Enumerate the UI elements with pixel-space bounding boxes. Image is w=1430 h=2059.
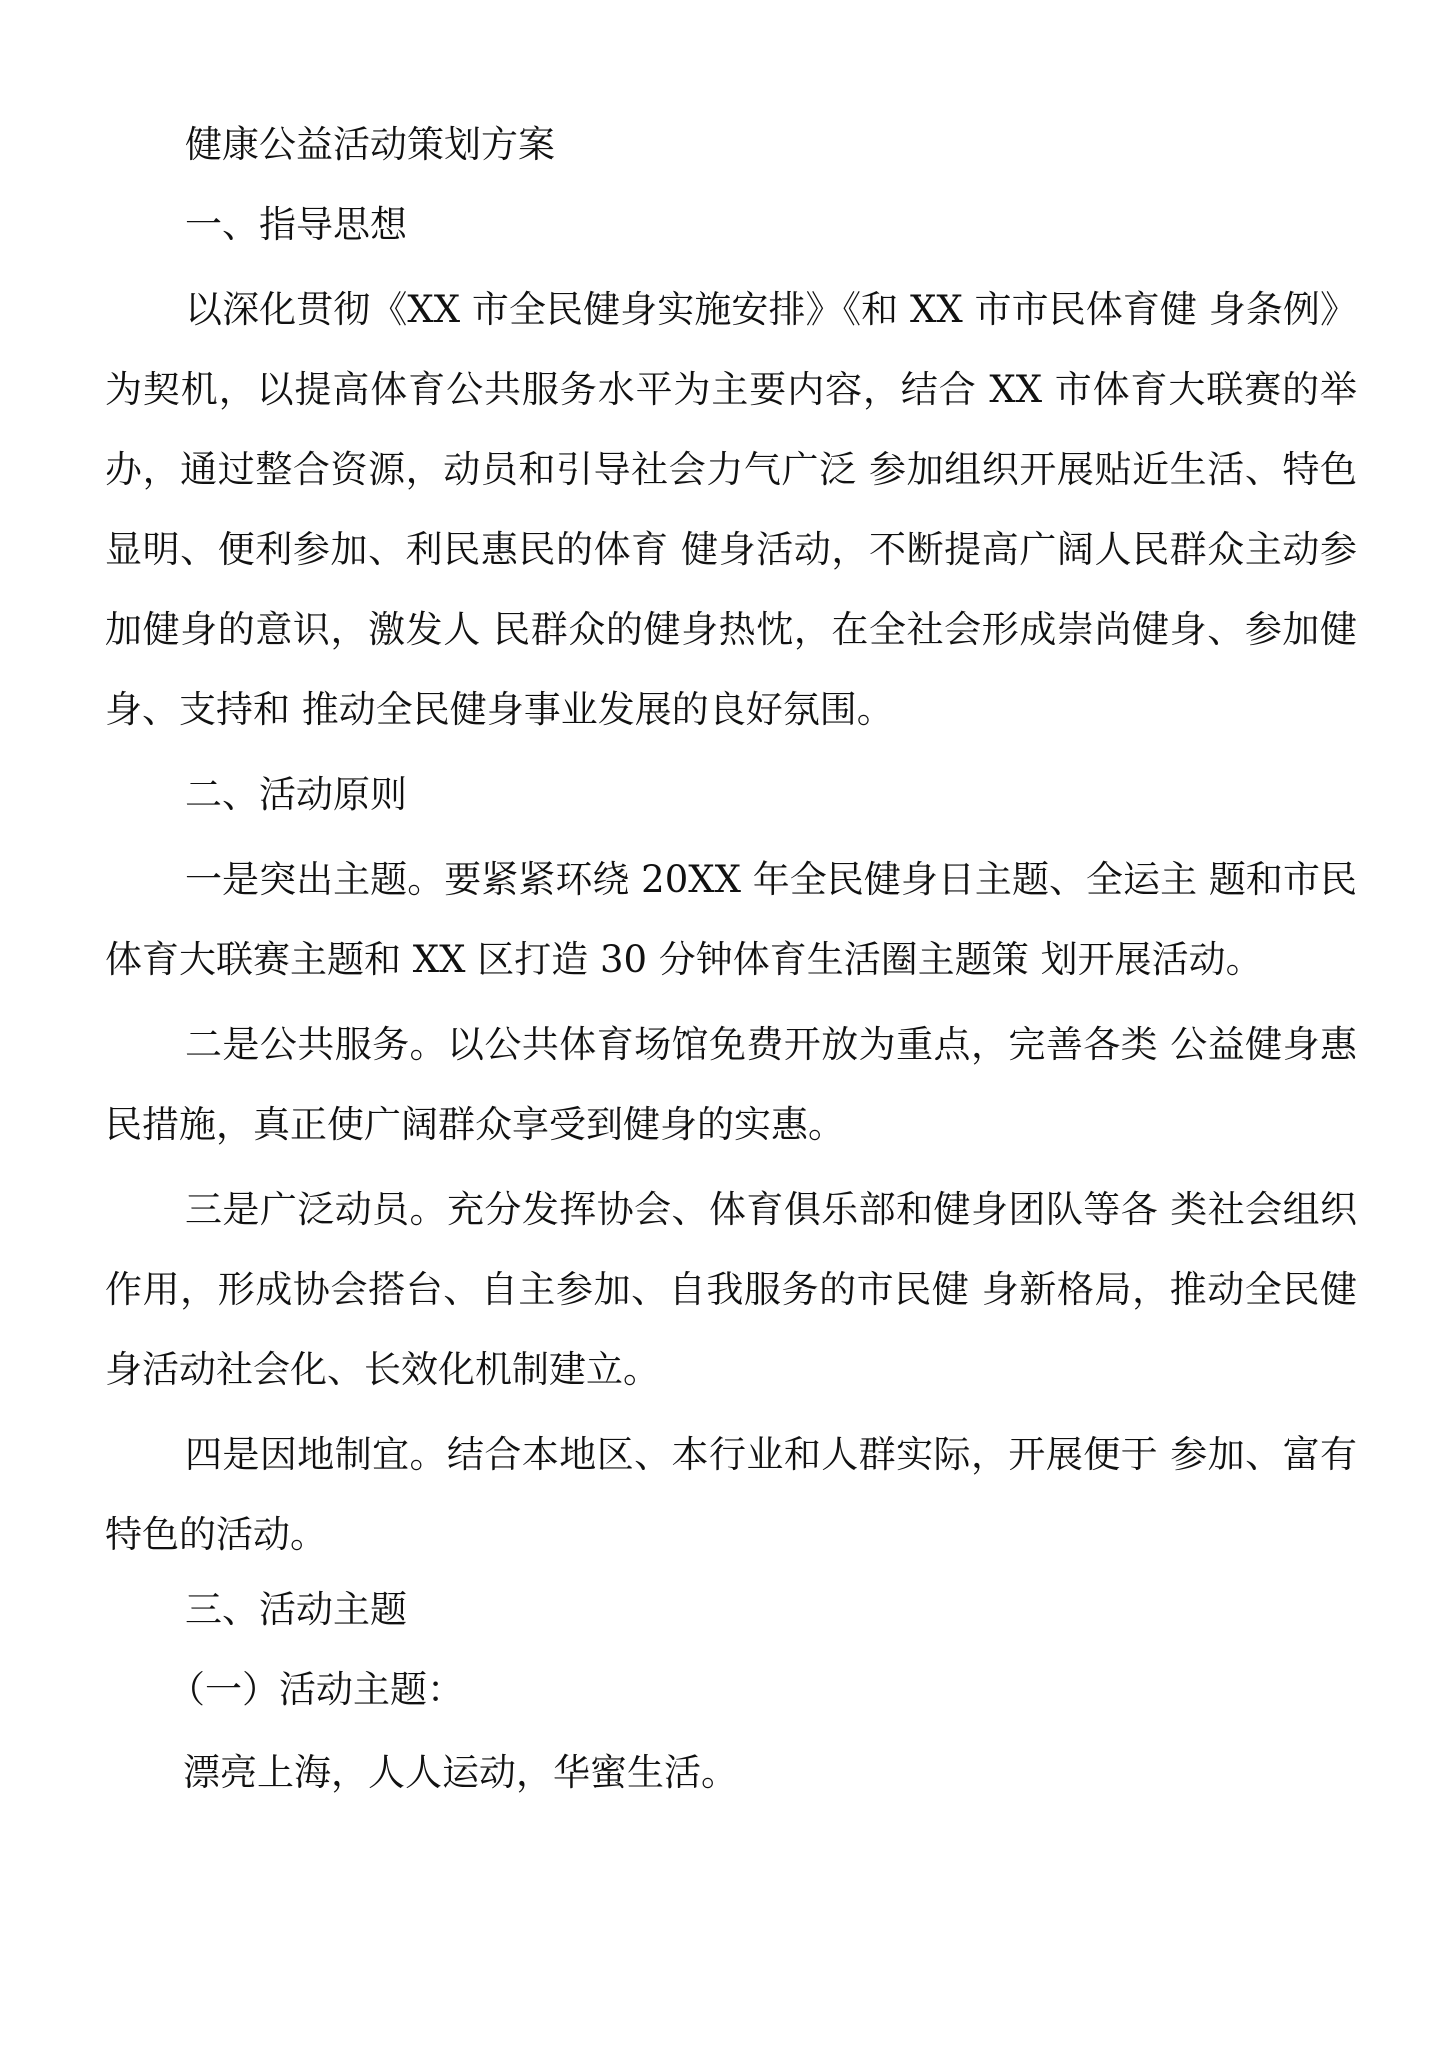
activity-slogan: 漂亮上海，人人运动，华蜜生活。 xyxy=(183,1751,738,1794)
paragraph-principle-public-service: 二是公共服务。以公共体育场馆免费开放为重点，完善各类 公益健身惠民措施，真正使广阔群众享受到健身的实惠。 xyxy=(105,1023,1357,1146)
paragraph-principle-theme: 一是突出主题。要紧紧环绕 20XX 年全民健身日主题、全运主 题和市民体育大联赛主题和 XX 区打造 30 分钟体育生活圈主题策 划开展活动。 xyxy=(105,858,1357,981)
paragraph-principle-local-conditions: 四是因地制宜。结合本地区、本行业和人群实际，开展便于 参加、富有特色的活动。 xyxy=(105,1433,1357,1556)
section-heading-guiding-ideology: 一、指导思想 xyxy=(185,203,407,246)
subheading-activity-theme: （一）活动主题： xyxy=(168,1668,464,1711)
paragraph-guiding-ideology: 以深化贯彻《XX 市全民健身实施安排》《和 XX 市市民体育健 身条例》为契机，以提高体育公共服务水平为主要内容，结合 XX 市体育大联赛的举办，通过整合资源，动员和引导社会力气广泛 参加组织开展贴近生活、特色显明、便利参加、利民惠民的体育 健身活动，不断提高广阔人民群众主动参加健身的意识，激发人 民群众的健身热忱，在全社会形成崇尚健身、参加健身、支持和 推动全民健身事业发展的良好氛围。 xyxy=(105,288,1357,731)
document-title: 健康公益活动策划方案 xyxy=(185,123,555,166)
section-heading-principles: 二、活动原则 xyxy=(185,773,407,816)
section-heading-activity-theme: 三、活动主题 xyxy=(185,1588,407,1631)
paragraph-principle-mobilization: 三是广泛动员。充分发挥协会、体育俱乐部和健身团队等各 类社会组织作用，形成协会搭台、自主参加、自我服务的市民健 身新格局，推动全民健身活动社会化、长效化机制建立。 xyxy=(105,1188,1357,1391)
